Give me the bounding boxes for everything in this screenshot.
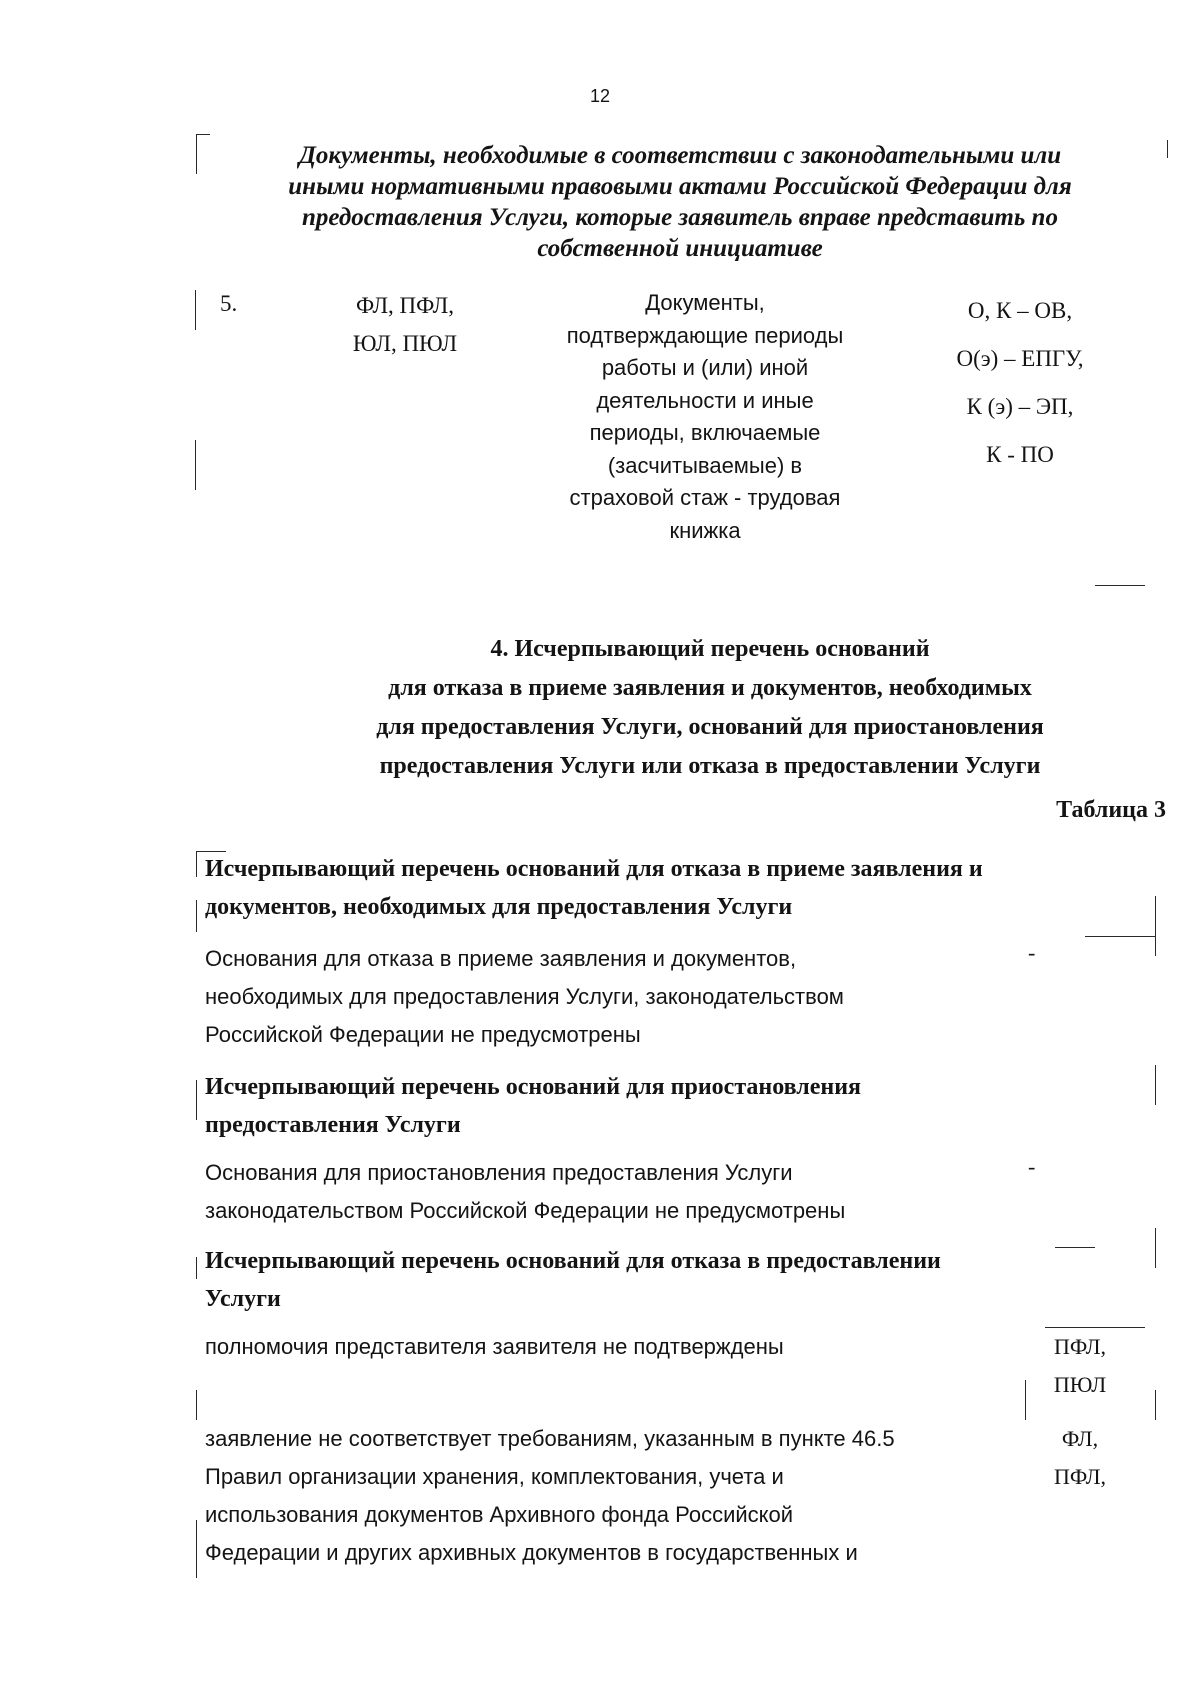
row-number: 5.: [220, 291, 238, 316]
submission-methods: [930, 287, 1110, 479]
document-line: страховой стаж - трудовая: [569, 485, 841, 510]
border-line: [196, 134, 197, 174]
page-number: 12: [589, 86, 611, 106]
suspension-text: [205, 1154, 1025, 1230]
document-line: книжка: [669, 517, 741, 543]
heading-line: собственной инициативе: [537, 235, 823, 262]
refusal-acceptance-heading: [205, 850, 1125, 926]
title-line: для предоставления Услуги, оснований для приостановления: [376, 714, 1044, 740]
applicant-cell: -: [1028, 1154, 1036, 1179]
method-line: К (э) – ЭП,: [966, 394, 1074, 419]
document-description: [530, 287, 880, 547]
border-line: [196, 1080, 197, 1120]
title-line: 4. Исчерпывающий перечень оснований: [490, 636, 930, 662]
refusal-acceptance-text: [205, 940, 1025, 1054]
method-line: К - ПО: [986, 442, 1054, 467]
heading-line: документов, необходимых для предоставления Услуги: [205, 894, 793, 920]
suspension-heading: [205, 1068, 1125, 1144]
border-line: [196, 1257, 197, 1279]
applicant-line: ПФЛ,: [1053, 1464, 1107, 1489]
text-line: Основания для приостановления предоставления Услуги: [205, 1160, 793, 1185]
text-line: необходимых для предоставления Услуги, законодательством: [205, 984, 844, 1009]
optional-documents-heading: [215, 140, 1145, 264]
document-line: периоды, включаемые: [589, 420, 821, 445]
method-line: О, К – ОВ,: [967, 298, 1073, 323]
border-line: [1155, 1228, 1156, 1268]
applicant-line: ПЮЛ: [1053, 1372, 1107, 1397]
border-line: [1045, 1327, 1145, 1328]
text-line: Российской Федерации не предусмотрены: [205, 1022, 641, 1047]
section-4-title: [320, 630, 1100, 786]
refusal-reason: [205, 1328, 1025, 1366]
border-line: [196, 1520, 197, 1578]
border-line: [1155, 896, 1156, 956]
border-line: [1155, 1390, 1156, 1420]
text-line: использования документов Архивного фонда Российской: [205, 1502, 794, 1527]
heading-line: Исчерпывающий перечень оснований для отказа в приеме заявления и: [205, 856, 983, 882]
applicant-cell: [1040, 1328, 1120, 1404]
title-line: для отказа в приеме заявления и документов, необходимых: [388, 675, 1032, 701]
heading-line: Услуги: [205, 1286, 281, 1312]
border-line: [1095, 585, 1145, 586]
heading-line: предоставления Услуги: [205, 1112, 461, 1138]
refusal-provision-heading: [205, 1242, 1125, 1318]
border-line: [196, 900, 197, 932]
table-label: Таблица 3: [1056, 797, 1166, 823]
applicant-line: ЮЛ, ПЮЛ: [352, 331, 458, 356]
applicant-categories: [330, 287, 480, 363]
border-line: [196, 134, 210, 135]
heading-line: Исчерпывающий перечень оснований для приостановления: [205, 1074, 862, 1100]
border-line: [1155, 1065, 1156, 1105]
document-line: работы и (или) иной: [601, 355, 809, 380]
border-line: [1025, 1380, 1026, 1420]
heading-line: иными нормативными правовыми актами Российской Федерации для: [288, 173, 1072, 200]
border-line: [196, 1390, 197, 1420]
heading-line: Исчерпывающий перечень оснований для отказа в предоставлении: [205, 1248, 941, 1274]
document-line: деятельности и иные: [596, 387, 814, 413]
text-line: полномочия представителя заявителя не подтверждены: [205, 1334, 784, 1359]
document-line: подтверждающие периоды: [566, 322, 844, 348]
text-line: Основания для отказа в приеме заявления и документов,: [205, 946, 797, 971]
refusal-reason: [205, 1420, 1035, 1572]
document-line: (засчитываемые) в: [607, 452, 803, 478]
heading-line: Документы, необходимые в соответствии с законодательными или: [298, 142, 1062, 169]
text-line: Правил организации хранения, комплектования, учета и: [205, 1464, 784, 1489]
border-line: [195, 440, 196, 490]
border-line: [1085, 936, 1155, 937]
text-line: законодательством Российской Федерации не предусмотрены: [205, 1198, 846, 1223]
method-line: О(э) – ЕПГУ,: [956, 346, 1084, 371]
border-line: [196, 851, 226, 852]
text-line: Федерации и других архивных документов в государственных и: [205, 1540, 858, 1565]
title-line: предоставления Услуги или отказа в предоставлении Услуги: [379, 753, 1041, 779]
applicant-cell: [1040, 1420, 1120, 1496]
applicant-line: ФЛ, ПФЛ,: [356, 293, 454, 318]
border-line: [1167, 140, 1168, 158]
border-line: [196, 851, 197, 877]
applicant-line: ФЛ,: [1061, 1426, 1099, 1451]
text-line: заявление не соответствует требованиям, указанным в пункте 46.5: [205, 1426, 895, 1451]
border-line: [1055, 1247, 1095, 1248]
heading-line: предоставления Услуги, которые заявитель вправе представить по: [302, 204, 1058, 231]
applicant-line: ПФЛ,: [1053, 1334, 1107, 1359]
applicant-cell: -: [1028, 940, 1036, 965]
document-line: Документы,: [645, 290, 765, 315]
border-line: [195, 290, 196, 330]
